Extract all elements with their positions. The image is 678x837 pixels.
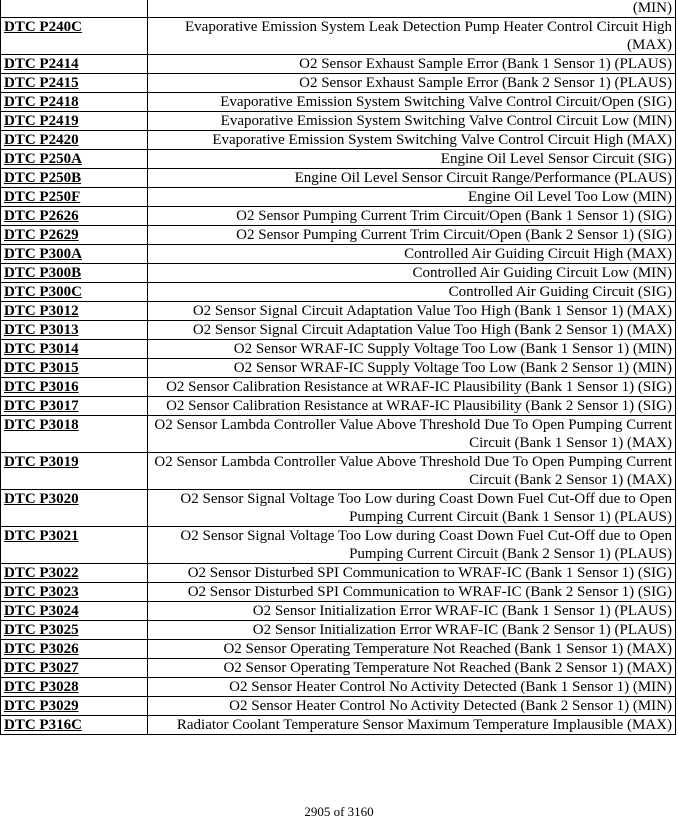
table-row (1, 564, 676, 583)
table-row (1, 659, 676, 678)
table-row (1, 150, 676, 169)
dtc-code-cell[interactable]: DTC P3026 (1, 640, 148, 659)
dtc-description-cell: O2 Sensor Heater Control No Activity Detected (Bank 2 Sensor 1) (MIN) (148, 697, 676, 716)
table-row (1, 74, 676, 93)
page-number: 2905 of 3160 (304, 804, 374, 819)
dtc-code-cell[interactable]: DTC P2626 (1, 207, 148, 226)
dtc-description-cell: (MIN) (148, 0, 676, 18)
dtc-description-cell: Engine Oil Level Sensor Circuit (SIG) (148, 150, 676, 169)
dtc-description-cell: O2 Sensor WRAF-IC Supply Voltage Too Low (Bank 2 Sensor 1) (MIN) (148, 359, 676, 378)
dtc-code-cell[interactable]: DTC P3029 (1, 697, 148, 716)
dtc-code-cell[interactable]: DTC P2414 (1, 55, 148, 74)
table-row (1, 169, 676, 188)
dtc-code-cell[interactable]: DTC P240C (1, 18, 148, 55)
dtc-code-cell[interactable]: DTC P3028 (1, 678, 148, 697)
dtc-description-cell: Controlled Air Guiding Circuit Low (MIN) (148, 264, 676, 283)
dtc-description-cell: Engine Oil Level Sensor Circuit Range/Performance (PLAUS) (148, 169, 676, 188)
dtc-description-cell: Evaporative Emission System Switching Valve Control Circuit High (MAX) (148, 131, 676, 150)
dtc-description-cell: O2 Sensor Signal Circuit Adaptation Value Too High (Bank 1 Sensor 1) (MAX) (148, 302, 676, 321)
dtc-code-cell[interactable]: DTC P2418 (1, 93, 148, 112)
table-row (1, 93, 676, 112)
table-row (1, 602, 676, 621)
dtc-code-cell[interactable]: DTC P2415 (1, 74, 148, 93)
table-row (1, 453, 676, 490)
table-row (1, 283, 676, 302)
dtc-code-cell[interactable]: DTC P3024 (1, 602, 148, 621)
dtc-code-cell[interactable]: DTC P3012 (1, 302, 148, 321)
dtc-description-cell: O2 Sensor Exhaust Sample Error (Bank 1 Sensor 1) (PLAUS) (148, 55, 676, 74)
table-row (1, 245, 676, 264)
table-row (1, 226, 676, 245)
dtc-description-cell: Controlled Air Guiding Circuit (SIG) (148, 283, 676, 302)
dtc-description-cell: O2 Sensor Heater Control No Activity Detected (Bank 1 Sensor 1) (MIN) (148, 678, 676, 697)
table-row (1, 207, 676, 226)
dtc-description-cell: O2 Sensor Exhaust Sample Error (Bank 2 Sensor 1) (PLAUS) (148, 74, 676, 93)
dtc-code-cell[interactable]: DTC P3018 (1, 416, 148, 453)
table-row (1, 18, 676, 55)
table-row (1, 359, 676, 378)
dtc-description-cell: O2 Sensor Calibration Resistance at WRAF-IC Plausibility (Bank 2 Sensor 1) (SIG) (148, 397, 676, 416)
dtc-description-cell: Evaporative Emission System Leak Detection Pump Heater Control Circuit High (MAX) (148, 18, 676, 55)
table-row (1, 527, 676, 564)
dtc-code-cell[interactable]: DTC P300B (1, 264, 148, 283)
table-row (1, 112, 676, 131)
table-row (1, 397, 676, 416)
table-row (1, 416, 676, 453)
dtc-code-cell[interactable]: DTC P3013 (1, 321, 148, 340)
dtc-code-cell[interactable]: DTC P300C (1, 283, 148, 302)
table-row (1, 188, 676, 207)
dtc-code-cell[interactable]: DTC P2629 (1, 226, 148, 245)
dtc-description-cell: O2 Sensor Disturbed SPI Communication to WRAF-IC (Bank 1 Sensor 1) (SIG) (148, 564, 676, 583)
dtc-description-cell: O2 Sensor Signal Circuit Adaptation Value Too High (Bank 2 Sensor 1) (MAX) (148, 321, 676, 340)
dtc-description-cell: O2 Sensor WRAF-IC Supply Voltage Too Low (Bank 1 Sensor 1) (MIN) (148, 340, 676, 359)
table-row (1, 264, 676, 283)
table-row (1, 340, 676, 359)
dtc-code-cell[interactable]: DTC P3020 (1, 490, 148, 527)
dtc-code-cell[interactable]: DTC P3027 (1, 659, 148, 678)
dtc-code-cell[interactable]: DTC P2420 (1, 131, 148, 150)
table-row (1, 716, 676, 735)
table-row (1, 131, 676, 150)
dtc-code-cell[interactable]: DTC P3019 (1, 453, 148, 490)
dtc-description-cell: O2 Sensor Operating Temperature Not Reached (Bank 2 Sensor 1) (MAX) (148, 659, 676, 678)
dtc-description-cell: O2 Sensor Initialization Error WRAF-IC (Bank 2 Sensor 1) (PLAUS) (148, 621, 676, 640)
dtc-code-cell[interactable]: DTC P250F (1, 188, 148, 207)
dtc-code-cell[interactable]: DTC P3021 (1, 527, 148, 564)
dtc-description-cell: O2 Sensor Signal Voltage Too Low during Coast Down Fuel Cut-Off due to Open Pumping Current Circuit (Bank 2 Sensor 1) (PLAUS) (148, 527, 676, 564)
table-row (1, 0, 676, 18)
table-row (1, 697, 676, 716)
table-row (1, 302, 676, 321)
dtc-description-cell: Evaporative Emission System Switching Valve Control Circuit Low (MIN) (148, 112, 676, 131)
dtc-code-cell[interactable]: DTC P250B (1, 169, 148, 188)
dtc-description-cell: Radiator Coolant Temperature Sensor Maximum Temperature Implausible (MAX) (148, 716, 676, 735)
dtc-description-cell: O2 Sensor Disturbed SPI Communication to WRAF-IC (Bank 2 Sensor 1) (SIG) (148, 583, 676, 602)
dtc-description-cell: O2 Sensor Calibration Resistance at WRAF-IC Plausibility (Bank 1 Sensor 1) (SIG) (148, 378, 676, 397)
table-row (1, 678, 676, 697)
dtc-description-cell: Engine Oil Level Too Low (MIN) (148, 188, 676, 207)
dtc-description-cell: O2 Sensor Lambda Controller Value Above Threshold Due To Open Pumping Current Circuit (Bank 2 Sensor 1) (MAX) (148, 453, 676, 490)
table-row (1, 490, 676, 527)
dtc-code-cell[interactable]: DTC P3025 (1, 621, 148, 640)
table-row (1, 621, 676, 640)
dtc-code-cell[interactable]: DTC P3017 (1, 397, 148, 416)
dtc-description-cell: O2 Sensor Signal Voltage Too Low during Coast Down Fuel Cut-Off due to Open Pumping Current Circuit (Bank 1 Sensor 1) (PLAUS) (148, 490, 676, 527)
table-row (1, 55, 676, 74)
dtc-code-cell[interactable]: DTC P250A (1, 150, 148, 169)
table-row (1, 583, 676, 602)
dtc-code-cell[interactable]: DTC P3023 (1, 583, 148, 602)
dtc-code-cell[interactable]: DTC P3014 (1, 340, 148, 359)
table-row (1, 321, 676, 340)
dtc-description-cell: O2 Sensor Lambda Controller Value Above Threshold Due To Open Pumping Current Circuit (Bank 1 Sensor 1) (MAX) (148, 416, 676, 453)
table-row (1, 378, 676, 397)
dtc-table-body (1, 0, 676, 735)
dtc-description-cell: O2 Sensor Pumping Current Trim Circuit/Open (Bank 2 Sensor 1) (SIG) (148, 226, 676, 245)
dtc-code-cell[interactable] (1, 0, 148, 18)
dtc-description-cell: O2 Sensor Initialization Error WRAF-IC (Bank 1 Sensor 1) (PLAUS) (148, 602, 676, 621)
table-row (1, 640, 676, 659)
dtc-description-cell: Controlled Air Guiding Circuit High (MAX) (148, 245, 676, 264)
dtc-description-cell: O2 Sensor Pumping Current Trim Circuit/Open (Bank 1 Sensor 1) (SIG) (148, 207, 676, 226)
dtc-code-cell[interactable]: DTC P316C (1, 716, 148, 735)
dtc-code-cell[interactable]: DTC P300A (1, 245, 148, 264)
dtc-code-cell[interactable]: DTC P3022 (1, 564, 148, 583)
dtc-code-cell[interactable]: DTC P2419 (1, 112, 148, 131)
dtc-code-cell[interactable]: DTC P3015 (1, 359, 148, 378)
dtc-description-cell: Evaporative Emission System Switching Valve Control Circuit/Open (SIG) (148, 93, 676, 112)
dtc-description-cell: O2 Sensor Operating Temperature Not Reached (Bank 1 Sensor 1) (MAX) (148, 640, 676, 659)
dtc-code-cell[interactable]: DTC P3016 (1, 378, 148, 397)
